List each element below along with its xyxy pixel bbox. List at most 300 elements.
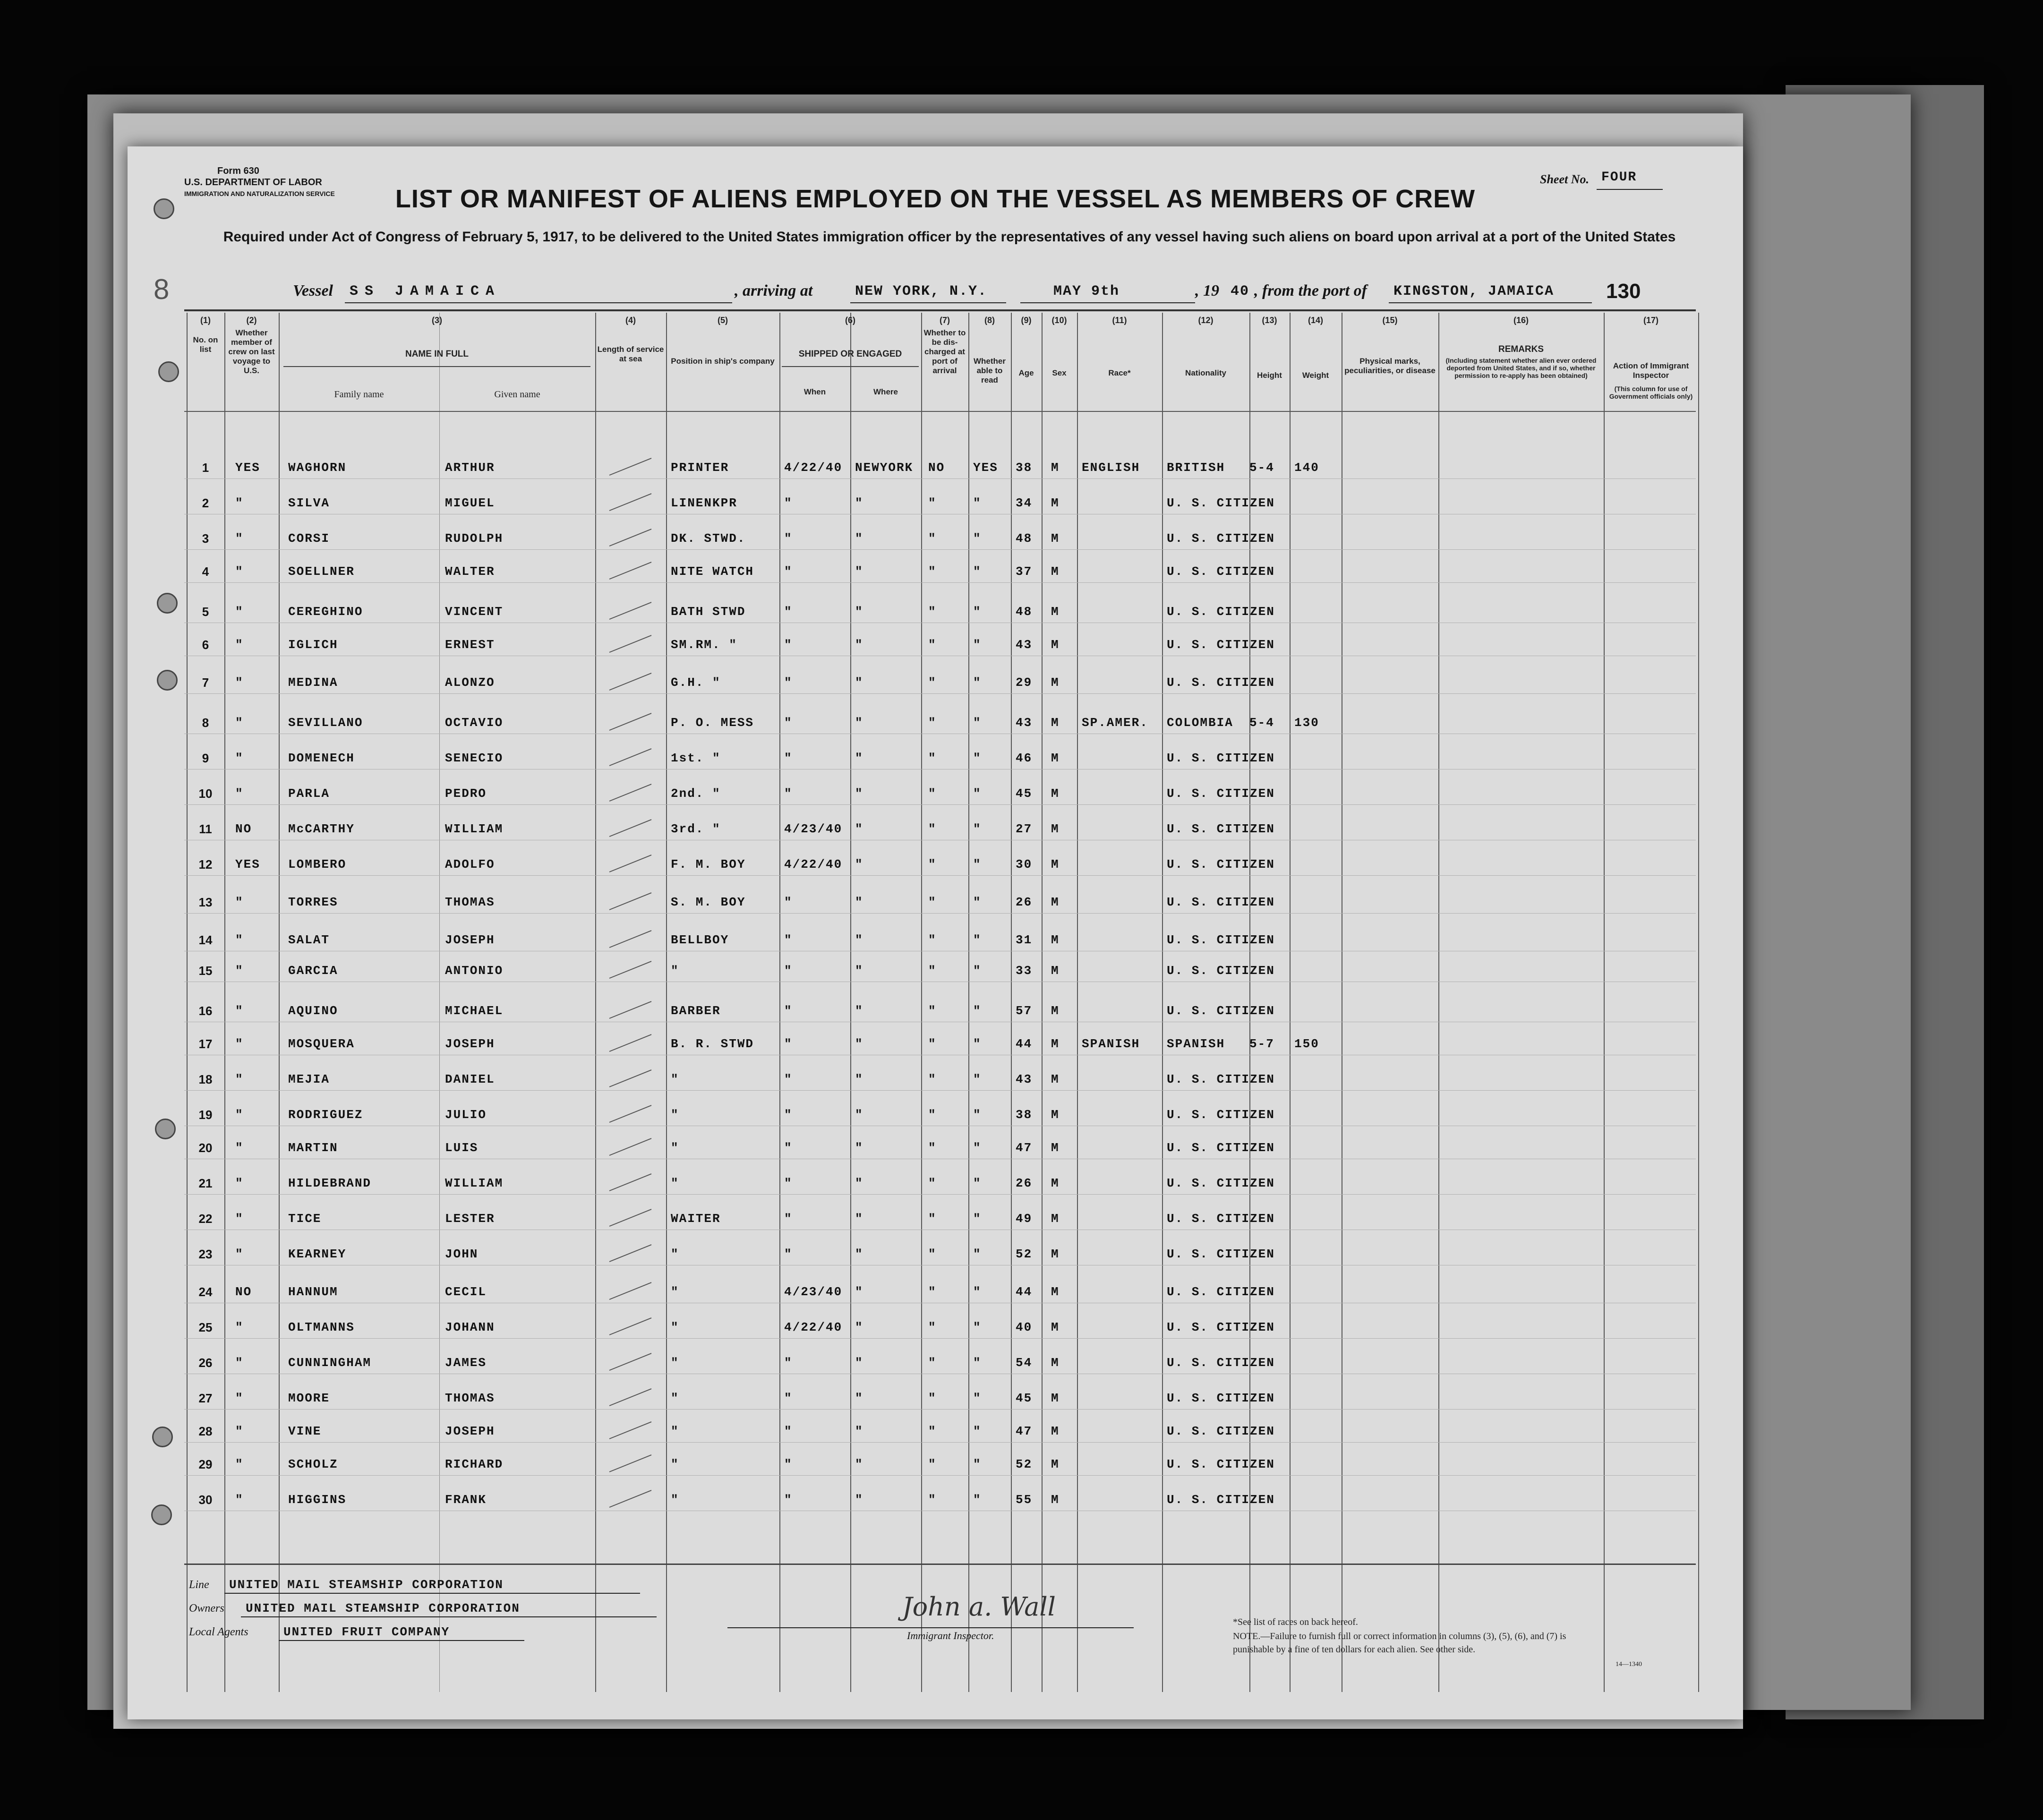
row-23-where: " xyxy=(855,1247,863,1261)
row-4-crew: " xyxy=(235,564,244,579)
row-20-where: " xyxy=(855,1141,863,1155)
row-11-when: 4/23/40 xyxy=(784,822,843,836)
row-5-position: BATH STWD xyxy=(671,605,746,619)
header-when: When xyxy=(804,387,826,396)
row-4-where: " xyxy=(855,564,863,579)
row-13-where: " xyxy=(855,895,863,909)
col-num: (3) xyxy=(432,316,442,325)
row-24-given: CECIL xyxy=(445,1285,487,1299)
row-6-age: 43 xyxy=(1016,638,1033,652)
row-10-age: 45 xyxy=(1016,786,1033,801)
row-3-discharged: " xyxy=(928,531,937,546)
header-family-name: Family name xyxy=(334,389,384,400)
row-24-rownum: 24 xyxy=(198,1285,213,1299)
row-13-crew: " xyxy=(235,895,244,909)
service-tick-mark xyxy=(609,1209,652,1227)
row-18-where: " xyxy=(855,1072,863,1086)
row-15-crew: " xyxy=(235,964,244,978)
row-15-discharged: " xyxy=(928,964,937,978)
row-19-crew: " xyxy=(235,1108,244,1122)
col-num: (17) xyxy=(1643,316,1658,325)
row-10-discharged: " xyxy=(928,786,937,801)
row-27-position: " xyxy=(671,1391,679,1405)
row-5-nationality: U. S. CITIZEN xyxy=(1167,605,1275,619)
row-12-read: " xyxy=(973,857,982,872)
row-22-read: " xyxy=(973,1212,982,1226)
row-22-crew: " xyxy=(235,1212,244,1226)
row-17-where: " xyxy=(855,1037,863,1051)
row-1-weight: 140 xyxy=(1294,461,1319,475)
row-26-discharged: " xyxy=(928,1356,937,1370)
col-num: (6) xyxy=(845,316,855,325)
row-25-position: " xyxy=(671,1320,679,1334)
row-23-sex: M xyxy=(1051,1247,1060,1261)
service-tick-mark xyxy=(609,1317,652,1335)
row-22-nationality: U. S. CITIZEN xyxy=(1167,1212,1275,1226)
row-25-family: OLTMANNS xyxy=(288,1320,355,1334)
row-6-nationality: U. S. CITIZEN xyxy=(1167,638,1275,652)
row-23-when: " xyxy=(784,1247,793,1261)
col-num: (8) xyxy=(984,316,995,325)
row-2-discharged: " xyxy=(928,496,937,510)
line-value: UNITED MAIL STEAMSHIP CORPORATION xyxy=(229,1578,504,1592)
row-12-sex: M xyxy=(1051,857,1060,872)
row-8-race: SP.AMER. xyxy=(1082,716,1148,730)
header-position: Position in ship's company xyxy=(671,357,775,366)
row-26-where: " xyxy=(855,1356,863,1370)
service-tick-mark xyxy=(609,961,652,979)
col-num: (1) xyxy=(200,316,211,325)
row-17-height: 5-7 xyxy=(1249,1037,1274,1051)
row-20-position: " xyxy=(671,1141,679,1155)
row-29-when: " xyxy=(784,1457,793,1471)
row-30-nationality: U. S. CITIZEN xyxy=(1167,1493,1275,1507)
row-1-height: 5-4 xyxy=(1249,461,1274,475)
service-tick-mark xyxy=(609,1490,652,1508)
service-tick-mark xyxy=(609,748,652,766)
row-12-family: LOMBERO xyxy=(288,857,347,872)
row-30-read: " xyxy=(973,1493,982,1507)
row-18-nationality: U. S. CITIZEN xyxy=(1167,1072,1275,1086)
row-8-crew: " xyxy=(235,716,244,730)
service-tick-mark xyxy=(609,1388,652,1406)
row-21-nationality: U. S. CITIZEN xyxy=(1167,1176,1275,1190)
header-where: Where xyxy=(873,387,898,396)
row-1-when: 4/22/40 xyxy=(784,461,843,475)
row-21-discharged: " xyxy=(928,1176,937,1190)
service-tick-mark xyxy=(609,602,652,620)
row-29-crew: " xyxy=(235,1457,244,1471)
inspector-label: Immigrant Inspector. xyxy=(907,1630,994,1641)
header-nationality: Nationality xyxy=(1185,368,1226,377)
row-16-given: MICHAEL xyxy=(445,1004,504,1018)
row-22-position: WAITER xyxy=(671,1212,721,1226)
row-28-position: " xyxy=(671,1424,679,1438)
header-sex: Sex xyxy=(1052,368,1067,377)
row-7-family: MEDINA xyxy=(288,675,338,690)
row-2-when: " xyxy=(784,496,793,510)
row-2-rownum: 2 xyxy=(202,496,209,510)
service-tick-mark xyxy=(609,854,652,872)
row-16-crew: " xyxy=(235,1004,244,1018)
row-21-read: " xyxy=(973,1176,982,1190)
row-19-sex: M xyxy=(1051,1108,1060,1122)
row-10-position: 2nd. " xyxy=(671,786,721,801)
row-25-sex: M xyxy=(1051,1320,1060,1334)
row-27-family: MOORE xyxy=(288,1391,330,1405)
service-tick-mark xyxy=(609,1421,652,1439)
row-28-when: " xyxy=(784,1424,793,1438)
row-18-given: DANIEL xyxy=(445,1072,495,1086)
row-21-when: " xyxy=(784,1176,793,1190)
row-27-read: " xyxy=(973,1391,982,1405)
row-2-crew: " xyxy=(235,496,244,510)
row-8-rownum: 8 xyxy=(202,716,209,730)
row-18-age: 43 xyxy=(1016,1072,1033,1086)
row-3-crew: " xyxy=(235,531,244,546)
row-18-crew: " xyxy=(235,1072,244,1086)
row-16-position: BARBER xyxy=(671,1004,721,1018)
row-1-position: PRINTER xyxy=(671,461,729,475)
row-12-age: 30 xyxy=(1016,857,1033,872)
row-7-position: G.H. " xyxy=(671,675,721,690)
row-26-sex: M xyxy=(1051,1356,1060,1370)
row-16-nationality: U. S. CITIZEN xyxy=(1167,1004,1275,1018)
row-30-when: " xyxy=(784,1493,793,1507)
header-remarks: REMARKS xyxy=(1498,344,1544,354)
service-tick-mark xyxy=(609,819,652,837)
year-prefix: , 19 xyxy=(1195,282,1219,299)
service-tick-mark xyxy=(609,1105,652,1123)
row-15-where: " xyxy=(855,964,863,978)
row-24-where: " xyxy=(855,1285,863,1299)
row-30-position: " xyxy=(671,1493,679,1507)
row-27-sex: M xyxy=(1051,1391,1060,1405)
row-16-discharged: " xyxy=(928,1004,937,1018)
row-13-rownum: 13 xyxy=(198,895,213,909)
col-num: (7) xyxy=(940,316,950,325)
row-29-position: " xyxy=(671,1457,679,1471)
arriving-label: , arriving at xyxy=(735,282,813,299)
row-12-crew: YES xyxy=(235,857,260,872)
punch-hole xyxy=(152,1427,173,1447)
row-9-crew: " xyxy=(235,751,244,765)
service-tick-mark xyxy=(609,493,652,511)
row-14-rownum: 14 xyxy=(198,933,213,947)
row-18-when: " xyxy=(784,1072,793,1086)
row-7-crew: " xyxy=(235,675,244,690)
row-2-age: 34 xyxy=(1016,496,1033,510)
row-17-age: 44 xyxy=(1016,1037,1033,1051)
row-25-given: JOHANN xyxy=(445,1320,495,1334)
row-16-family: AQUINO xyxy=(288,1004,338,1018)
row-10-where: " xyxy=(855,786,863,801)
header-name-in-full: NAME IN FULL xyxy=(405,349,469,359)
row-22-where: " xyxy=(855,1212,863,1226)
col-num: (14) xyxy=(1308,316,1323,325)
row-9-given: SENECIO xyxy=(445,751,504,765)
row-13-read: " xyxy=(973,895,982,909)
row-15-family: GARCIA xyxy=(288,964,338,978)
race-note: *See list of races on back hereof. xyxy=(1233,1617,1358,1627)
row-22-age: 49 xyxy=(1016,1212,1033,1226)
header-shipped: SHIPPED OR ENGAGED xyxy=(798,349,902,359)
row-13-given: THOMAS xyxy=(445,895,495,909)
row-10-sex: M xyxy=(1051,786,1060,801)
row-19-where: " xyxy=(855,1108,863,1122)
row-22-family: TICE xyxy=(288,1212,322,1226)
row-13-nationality: U. S. CITIZEN xyxy=(1167,895,1275,909)
header-age: Age xyxy=(1018,368,1034,377)
row-16-age: 57 xyxy=(1016,1004,1033,1018)
manifest-page xyxy=(128,146,1743,1719)
row-20-nationality: U. S. CITIZEN xyxy=(1167,1141,1275,1155)
service-tick-mark xyxy=(609,1138,652,1156)
row-17-sex: M xyxy=(1051,1037,1060,1051)
row-1-sex: M xyxy=(1051,461,1060,475)
row-3-family: CORSI xyxy=(288,531,330,546)
row-28-nationality: U. S. CITIZEN xyxy=(1167,1424,1275,1438)
row-8-read: " xyxy=(973,716,982,730)
row-17-discharged: " xyxy=(928,1037,937,1051)
row-29-rownum: 29 xyxy=(198,1457,213,1471)
row-27-crew: " xyxy=(235,1391,244,1405)
row-5-given: VINCENT xyxy=(445,605,504,619)
row-4-sex: M xyxy=(1051,564,1060,579)
header-given-name: Given name xyxy=(494,389,540,400)
row-2-read: " xyxy=(973,496,982,510)
row-24-read: " xyxy=(973,1285,982,1299)
row-1-family: WAGHORN xyxy=(288,461,347,475)
page-title: LIST OR MANIFEST OF ALIENS EMPLOYED ON THE VESSEL AS MEMBERS OF CREW xyxy=(395,185,1476,213)
row-12-when: 4/22/40 xyxy=(784,857,843,872)
row-14-family: SALAT xyxy=(288,933,330,947)
row-3-sex: M xyxy=(1051,531,1060,546)
row-18-rownum: 18 xyxy=(198,1072,213,1086)
col-num: (16) xyxy=(1513,316,1529,325)
row-21-age: 26 xyxy=(1016,1176,1033,1190)
row-13-when: " xyxy=(784,895,793,909)
port-label: , from the port of xyxy=(1254,282,1367,299)
row-3-read: " xyxy=(973,531,982,546)
agents-label: Local Agents xyxy=(189,1626,248,1638)
row-10-rownum: 10 xyxy=(198,786,213,801)
row-1-age: 38 xyxy=(1016,461,1033,475)
row-1-nationality: BRITISH xyxy=(1167,461,1225,475)
row-24-discharged: " xyxy=(928,1285,937,1299)
row-1-where: NEWYORK xyxy=(855,461,914,475)
row-27-where: " xyxy=(855,1391,863,1405)
row-13-position: S. M. BOY xyxy=(671,895,746,909)
row-21-given: WILLIAM xyxy=(445,1176,504,1190)
row-1-given: ARTHUR xyxy=(445,461,495,475)
row-21-family: HILDEBRAND xyxy=(288,1176,372,1190)
punch-hole xyxy=(151,1504,172,1525)
row-2-position: LINENKPR xyxy=(671,496,737,510)
vessel-label: Vessel xyxy=(293,282,333,299)
side-mark: 8 xyxy=(154,273,170,305)
row-9-nationality: U. S. CITIZEN xyxy=(1167,751,1275,765)
row-19-when: " xyxy=(784,1108,793,1122)
row-8-discharged: " xyxy=(928,716,937,730)
row-21-crew: " xyxy=(235,1176,244,1190)
row-15-when: " xyxy=(784,964,793,978)
row-13-family: TORRES xyxy=(288,895,338,909)
row-19-given: JULIO xyxy=(445,1108,487,1122)
row-12-position: F. M. BOY xyxy=(671,857,746,872)
row-12-discharged: " xyxy=(928,857,937,872)
service-tick-mark xyxy=(609,1034,652,1052)
agents-value: UNITED FRUIT COMPANY xyxy=(283,1625,450,1639)
row-2-family: SILVA xyxy=(288,496,330,510)
row-25-where: " xyxy=(855,1320,863,1334)
row-6-rownum: 6 xyxy=(202,638,209,652)
row-20-age: 47 xyxy=(1016,1141,1033,1155)
row-24-sex: M xyxy=(1051,1285,1060,1299)
row-23-given: JOHN xyxy=(445,1247,479,1261)
service-tick-mark xyxy=(609,1173,652,1191)
row-20-family: MARTIN xyxy=(288,1141,338,1155)
row-6-sex: M xyxy=(1051,638,1060,652)
row-7-when: " xyxy=(784,675,793,690)
row-24-family: HANNUM xyxy=(288,1285,338,1299)
row-9-rownum: 9 xyxy=(202,751,209,765)
row-19-read: " xyxy=(973,1108,982,1122)
row-22-given: LESTER xyxy=(445,1212,495,1226)
row-2-given: MIGUEL xyxy=(445,496,495,510)
row-5-family: CEREGHINO xyxy=(288,605,363,619)
row-23-nationality: U. S. CITIZEN xyxy=(1167,1247,1275,1261)
row-30-age: 55 xyxy=(1016,1493,1033,1507)
row-24-nationality: U. S. CITIZEN xyxy=(1167,1285,1275,1299)
header-height: Height xyxy=(1257,371,1282,380)
row-11-given: WILLIAM xyxy=(445,822,504,836)
row-8-age: 43 xyxy=(1016,716,1033,730)
row-1-read: YES xyxy=(973,461,998,475)
row-25-nationality: U. S. CITIZEN xyxy=(1167,1320,1275,1334)
row-5-age: 48 xyxy=(1016,605,1033,619)
row-12-given: ADOLFO xyxy=(445,857,495,872)
row-7-nationality: U. S. CITIZEN xyxy=(1167,675,1275,690)
row-1-rownum: 1 xyxy=(202,461,209,475)
row-30-family: HIGGINS xyxy=(288,1493,347,1507)
row-8-sex: M xyxy=(1051,716,1060,730)
row-7-given: ALONZO xyxy=(445,675,495,690)
row-26-family: CUNNINGHAM xyxy=(288,1356,372,1370)
row-25-age: 40 xyxy=(1016,1320,1033,1334)
header-no-on-list: No. on list xyxy=(193,335,218,354)
row-30-crew: " xyxy=(235,1493,244,1507)
page-number: 130 xyxy=(1606,280,1641,303)
row-26-age: 54 xyxy=(1016,1356,1033,1370)
row-13-sex: M xyxy=(1051,895,1060,909)
row-19-rownum: 19 xyxy=(198,1108,213,1122)
row-29-given: RICHARD xyxy=(445,1457,504,1471)
row-11-crew: NO xyxy=(235,822,252,836)
row-11-where: " xyxy=(855,822,863,836)
table-top-border xyxy=(184,309,1696,311)
vessel-value: SS JAMAICA xyxy=(350,283,501,299)
row-4-age: 37 xyxy=(1016,564,1033,579)
row-28-age: 47 xyxy=(1016,1424,1033,1438)
row-10-family: PARLA xyxy=(288,786,330,801)
arrival-date: MAY 9th xyxy=(1053,283,1120,299)
header-weight: Weight xyxy=(1302,371,1329,380)
header-physical: Physical marks, peculiarities, or disease xyxy=(1344,357,1436,375)
row-14-when: " xyxy=(784,933,793,947)
row-8-nationality: COLOMBIA xyxy=(1167,716,1233,730)
row-12-where: " xyxy=(855,857,863,872)
row-23-read: " xyxy=(973,1247,982,1261)
header-crew-last-voyage: Whether member of crew on last voyage to U.S. xyxy=(228,328,275,375)
row-30-where: " xyxy=(855,1493,863,1507)
row-2-sex: M xyxy=(1051,496,1060,510)
fine-note: NOTE.—Failure to furnish full or correct information in columns (3), (5), (6), and (7) is punishable by a fine of ten dollars for each alien. See other side. xyxy=(1233,1631,1566,1655)
row-7-discharged: " xyxy=(928,675,937,690)
row-14-sex: M xyxy=(1051,933,1060,947)
row-11-nationality: U. S. CITIZEN xyxy=(1167,822,1275,836)
row-29-family: SCHOLZ xyxy=(288,1457,338,1471)
row-27-rownum: 27 xyxy=(198,1391,213,1405)
row-20-rownum: 20 xyxy=(198,1141,213,1155)
service-tick-mark xyxy=(609,1069,652,1087)
row-24-when: 4/23/40 xyxy=(784,1285,843,1299)
row-20-crew: " xyxy=(235,1141,244,1155)
row-8-given: OCTAVIO xyxy=(445,716,504,730)
sheet-label: Sheet No. xyxy=(1540,172,1589,186)
row-17-rownum: 17 xyxy=(198,1037,213,1051)
service-tick-mark xyxy=(609,1282,652,1300)
row-4-family: SOELLNER xyxy=(288,564,355,579)
row-23-age: 52 xyxy=(1016,1247,1033,1261)
row-9-age: 46 xyxy=(1016,751,1033,765)
row-3-where: " xyxy=(855,531,863,546)
row-11-age: 27 xyxy=(1016,822,1033,836)
row-25-crew: " xyxy=(235,1320,244,1334)
service-tick-mark xyxy=(609,1353,652,1371)
row-24-crew: NO xyxy=(235,1285,252,1299)
row-17-race: SPANISH xyxy=(1082,1037,1140,1051)
row-14-discharged: " xyxy=(928,933,937,947)
row-5-crew: " xyxy=(235,605,244,619)
row-25-read: " xyxy=(973,1320,982,1334)
row-18-position: " xyxy=(671,1072,679,1086)
row-16-sex: M xyxy=(1051,1004,1060,1018)
row-15-position: " xyxy=(671,964,679,978)
row-28-rownum: 28 xyxy=(198,1424,213,1438)
row-28-read: " xyxy=(973,1424,982,1438)
row-26-crew: " xyxy=(235,1356,244,1370)
row-9-discharged: " xyxy=(928,751,937,765)
row-15-nationality: U. S. CITIZEN xyxy=(1167,964,1275,978)
line-label: Line xyxy=(189,1579,209,1591)
row-28-family: VINE xyxy=(288,1424,322,1438)
row-18-read: " xyxy=(973,1072,982,1086)
row-21-rownum: 21 xyxy=(198,1176,213,1190)
header-remarks-sub: (Including statement whether alien ever ordered deported from United States, and if so, whether permission to re-apply has been obtained) xyxy=(1445,357,1597,379)
row-29-age: 52 xyxy=(1016,1457,1033,1471)
row-8-where: " xyxy=(855,716,863,730)
row-11-sex: M xyxy=(1051,822,1060,836)
row-23-position: " xyxy=(671,1247,679,1261)
row-23-discharged: " xyxy=(928,1247,937,1261)
col-num: (11) xyxy=(1112,316,1127,325)
row-25-rownum: 25 xyxy=(198,1320,213,1334)
header-action: Action of Immigrant Inspector xyxy=(1613,361,1689,380)
row-9-sex: M xyxy=(1051,751,1060,765)
row-20-discharged: " xyxy=(928,1141,937,1155)
row-21-where: " xyxy=(855,1176,863,1190)
